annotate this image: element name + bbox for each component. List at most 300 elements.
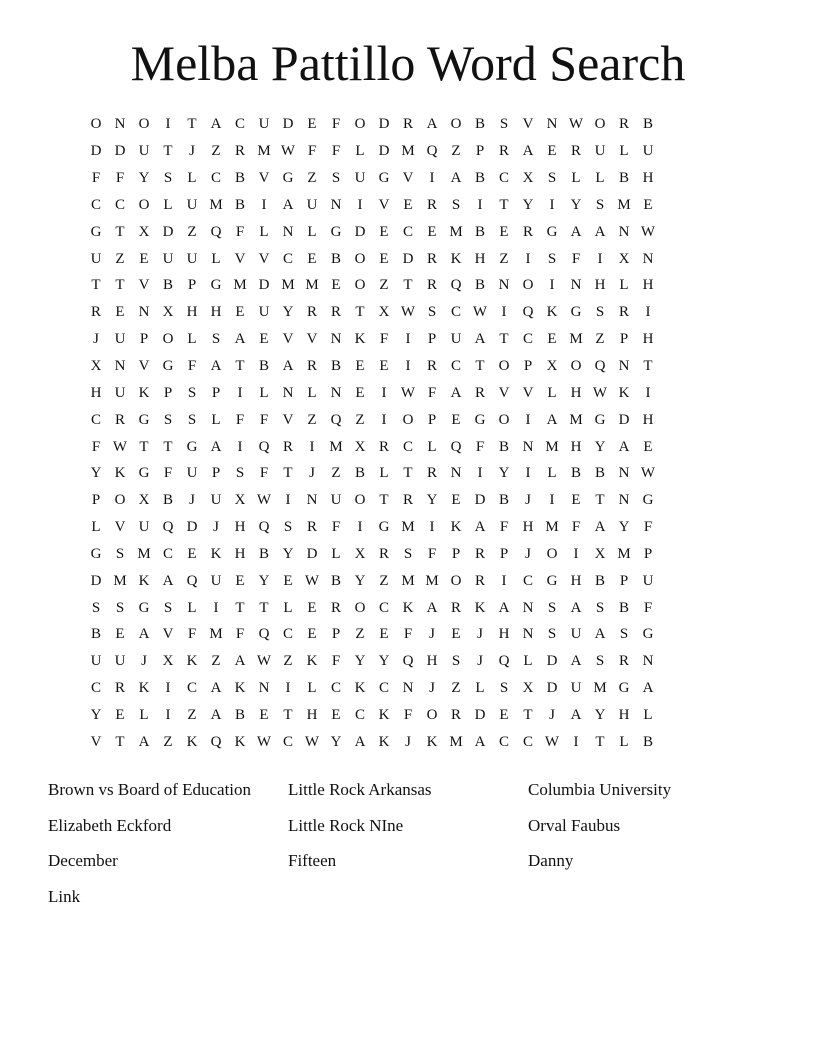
grid-letter[interactable]: R xyxy=(306,519,317,536)
grid-letter[interactable]: G xyxy=(546,223,558,240)
grid-letter[interactable]: H xyxy=(474,250,486,267)
grid-letter[interactable]: Z xyxy=(163,733,173,750)
grid-letter[interactable]: Z xyxy=(211,143,221,160)
grid-letter[interactable]: F xyxy=(427,545,437,562)
grid-letter[interactable]: P xyxy=(331,626,341,643)
grid-letter[interactable]: I xyxy=(261,196,267,213)
grid-letter[interactable]: X xyxy=(378,304,390,321)
grid-letter[interactable]: H xyxy=(234,519,246,536)
grid-letter[interactable]: N xyxy=(522,438,534,455)
grid-letter[interactable]: W xyxy=(400,384,416,401)
grid-letter[interactable]: B xyxy=(642,733,653,750)
grid-letter[interactable]: S xyxy=(451,196,461,213)
grid-letter[interactable]: A xyxy=(210,358,222,375)
grid-letter[interactable]: X xyxy=(546,358,558,375)
grid-letter[interactable]: I xyxy=(309,438,315,455)
grid-letter[interactable]: J xyxy=(309,465,315,482)
grid-letter[interactable]: T xyxy=(163,438,173,455)
grid-letter[interactable]: M xyxy=(329,438,343,455)
grid-letter[interactable]: Y xyxy=(618,519,630,536)
grid-letter[interactable]: Q xyxy=(162,519,174,536)
grid-letter[interactable]: H xyxy=(90,384,102,401)
grid-letter[interactable]: I xyxy=(645,384,651,401)
grid-letter[interactable]: C xyxy=(522,572,533,589)
grid-letter[interactable]: F xyxy=(403,626,413,643)
grid-letter[interactable]: S xyxy=(547,250,557,267)
grid-letter[interactable]: S xyxy=(163,411,173,428)
grid-letter[interactable]: E xyxy=(499,706,509,723)
grid-letter[interactable]: G xyxy=(210,277,222,294)
grid-letter[interactable]: F xyxy=(187,358,197,375)
grid-letter[interactable]: D xyxy=(378,143,390,160)
grid-letter[interactable]: N xyxy=(306,492,318,509)
grid-letter[interactable]: I xyxy=(381,384,387,401)
grid-letter[interactable]: Y xyxy=(282,545,294,562)
grid-letter[interactable]: Y xyxy=(378,653,390,670)
grid-letter[interactable]: I xyxy=(525,411,531,428)
grid-letter[interactable]: P xyxy=(523,358,533,375)
grid-letter[interactable]: A xyxy=(210,706,222,723)
grid-letter[interactable]: U xyxy=(258,304,270,321)
grid-letter[interactable]: M xyxy=(449,733,463,750)
grid-letter[interactable]: K xyxy=(546,304,558,321)
grid-letter[interactable]: G xyxy=(138,411,150,428)
grid-letter[interactable]: H xyxy=(186,304,198,321)
grid-letter[interactable]: H xyxy=(306,706,318,723)
grid-letter[interactable]: E xyxy=(307,626,317,643)
grid-letter[interactable]: C xyxy=(522,733,533,750)
grid-letter[interactable]: I xyxy=(429,519,435,536)
grid-letter[interactable]: P xyxy=(643,545,653,562)
grid-letter[interactable]: A xyxy=(234,331,246,348)
grid-letter[interactable]: T xyxy=(403,277,413,294)
grid-letter[interactable]: M xyxy=(617,545,631,562)
grid-letter[interactable]: D xyxy=(306,545,318,562)
grid-letter[interactable]: S xyxy=(595,599,605,616)
grid-letter[interactable]: U xyxy=(138,519,150,536)
grid-letter[interactable]: M xyxy=(233,277,247,294)
grid-letter[interactable]: K xyxy=(234,733,246,750)
grid-letter[interactable]: L xyxy=(283,599,293,616)
grid-letter[interactable]: Q xyxy=(426,143,438,160)
grid-letter[interactable]: L xyxy=(643,706,653,723)
grid-letter[interactable]: A xyxy=(210,680,222,697)
grid-letter[interactable]: E xyxy=(331,706,341,723)
grid-letter[interactable]: G xyxy=(378,519,390,536)
grid-letter[interactable]: A xyxy=(474,519,486,536)
grid-letter[interactable]: R xyxy=(402,116,413,133)
grid-letter[interactable]: B xyxy=(234,196,245,213)
grid-letter[interactable]: M xyxy=(617,196,631,213)
grid-letter[interactable]: A xyxy=(210,116,222,133)
grid-letter[interactable]: P xyxy=(427,331,437,348)
grid-letter[interactable]: A xyxy=(474,331,486,348)
grid-letter[interactable]: S xyxy=(163,599,173,616)
grid-letter[interactable]: I xyxy=(429,170,435,187)
grid-letter[interactable]: T xyxy=(355,304,365,321)
grid-letter[interactable]: A xyxy=(570,599,582,616)
grid-letter[interactable]: Q xyxy=(522,304,534,321)
grid-letter[interactable]: R xyxy=(618,653,629,670)
grid-letter[interactable]: Z xyxy=(115,250,125,267)
grid-letter[interactable]: A xyxy=(162,572,174,589)
grid-letter[interactable]: H xyxy=(522,519,534,536)
grid-letter[interactable]: R xyxy=(426,250,437,267)
grid-letter[interactable]: E xyxy=(355,358,365,375)
grid-letter[interactable]: X xyxy=(354,545,366,562)
grid-letter[interactable]: D xyxy=(282,116,294,133)
grid-letter[interactable]: T xyxy=(595,733,605,750)
grid-letter[interactable]: C xyxy=(402,223,413,240)
grid-letter[interactable]: M xyxy=(545,438,559,455)
grid-letter[interactable]: B xyxy=(330,250,341,267)
grid-letter[interactable]: T xyxy=(643,358,653,375)
grid-letter[interactable]: N xyxy=(618,358,630,375)
grid-letter[interactable]: F xyxy=(331,653,341,670)
grid-letter[interactable]: X xyxy=(618,250,630,267)
grid-letter[interactable]: S xyxy=(499,116,509,133)
grid-letter[interactable]: K xyxy=(450,519,462,536)
grid-letter[interactable]: U xyxy=(90,653,102,670)
grid-letter[interactable]: I xyxy=(237,438,243,455)
grid-letter[interactable]: B xyxy=(474,223,485,240)
grid-letter[interactable]: O xyxy=(570,358,582,375)
grid-letter[interactable]: S xyxy=(187,384,197,401)
grid-letter[interactable]: G xyxy=(138,599,150,616)
grid-letter[interactable]: L xyxy=(595,170,605,187)
grid-letter[interactable]: L xyxy=(139,706,149,723)
grid-letter[interactable]: D xyxy=(378,116,390,133)
grid-letter[interactable]: I xyxy=(165,680,171,697)
grid-letter[interactable]: E xyxy=(547,143,557,160)
grid-letter[interactable]: Z xyxy=(307,411,317,428)
grid-letter[interactable]: W xyxy=(592,384,608,401)
grid-letter[interactable]: D xyxy=(162,223,174,240)
grid-letter[interactable]: Z xyxy=(451,143,461,160)
grid-letter[interactable]: U xyxy=(330,492,342,509)
grid-letter[interactable]: K xyxy=(186,653,198,670)
grid-letter[interactable]: V xyxy=(114,519,126,536)
grid-letter[interactable]: R xyxy=(330,304,341,321)
grid-letter[interactable]: K xyxy=(114,465,126,482)
grid-letter[interactable]: P xyxy=(163,384,173,401)
grid-letter[interactable]: S xyxy=(115,545,125,562)
grid-letter[interactable]: I xyxy=(381,411,387,428)
grid-letter[interactable]: D xyxy=(258,277,270,294)
grid-letter[interactable]: U xyxy=(570,626,582,643)
grid-letter[interactable]: A xyxy=(234,653,246,670)
grid-letter[interactable]: D xyxy=(474,706,486,723)
grid-letter[interactable]: I xyxy=(501,304,507,321)
grid-letter[interactable]: A xyxy=(138,733,150,750)
grid-letter[interactable]: F xyxy=(91,438,101,455)
grid-letter[interactable]: S xyxy=(187,411,197,428)
grid-letter[interactable]: R xyxy=(114,680,125,697)
grid-letter[interactable]: S xyxy=(547,626,557,643)
grid-letter[interactable]: X xyxy=(90,358,102,375)
grid-letter[interactable]: M xyxy=(209,626,223,643)
grid-letter[interactable]: T xyxy=(235,599,245,616)
grid-letter[interactable]: O xyxy=(90,116,102,133)
grid-letter[interactable]: Q xyxy=(258,626,270,643)
grid-letter[interactable]: B xyxy=(474,170,485,187)
grid-letter[interactable]: P xyxy=(475,143,485,160)
grid-letter[interactable]: V xyxy=(138,277,150,294)
grid-letter[interactable]: C xyxy=(522,331,533,348)
grid-letter[interactable]: F xyxy=(235,223,245,240)
grid-letter[interactable]: B xyxy=(618,170,629,187)
grid-letter[interactable]: M xyxy=(593,680,607,697)
grid-letter[interactable]: S xyxy=(235,465,245,482)
grid-letter[interactable]: E xyxy=(307,250,317,267)
grid-letter[interactable]: U xyxy=(306,196,318,213)
grid-letter[interactable]: L xyxy=(259,223,269,240)
grid-letter[interactable]: L xyxy=(571,170,581,187)
grid-letter[interactable]: Z xyxy=(379,277,389,294)
grid-letter[interactable]: Z xyxy=(283,653,293,670)
grid-letter[interactable]: U xyxy=(90,250,102,267)
grid-letter[interactable]: P xyxy=(451,545,461,562)
grid-letter[interactable]: F xyxy=(643,599,653,616)
grid-letter[interactable]: D xyxy=(90,572,102,589)
grid-letter[interactable]: A xyxy=(450,170,462,187)
grid-letter[interactable]: Q xyxy=(186,572,198,589)
grid-letter[interactable]: F xyxy=(331,519,341,536)
grid-letter[interactable]: S xyxy=(619,626,629,643)
grid-letter[interactable]: K xyxy=(354,331,366,348)
grid-letter[interactable]: W xyxy=(256,653,272,670)
grid-letter[interactable]: Y xyxy=(522,196,534,213)
grid-letter[interactable]: U xyxy=(354,170,366,187)
grid-letter[interactable]: I xyxy=(357,519,363,536)
grid-letter[interactable]: Y xyxy=(354,572,366,589)
grid-letter[interactable]: R xyxy=(282,438,293,455)
grid-letter[interactable]: Z xyxy=(355,411,365,428)
grid-letter[interactable]: Z xyxy=(379,572,389,589)
grid-letter[interactable]: R xyxy=(426,465,437,482)
grid-letter[interactable]: R xyxy=(426,196,437,213)
grid-letter[interactable]: N xyxy=(450,465,462,482)
grid-letter[interactable]: H xyxy=(570,384,582,401)
grid-letter[interactable]: Q xyxy=(210,223,222,240)
grid-letter[interactable]: H xyxy=(642,331,654,348)
grid-letter[interactable]: A xyxy=(594,223,606,240)
grid-letter[interactable]: U xyxy=(450,331,462,348)
grid-letter[interactable]: N xyxy=(330,331,342,348)
grid-letter[interactable]: E xyxy=(307,116,317,133)
grid-letter[interactable]: V xyxy=(522,116,534,133)
grid-letter[interactable]: T xyxy=(595,492,605,509)
grid-letter[interactable]: C xyxy=(330,680,341,697)
grid-letter[interactable]: E xyxy=(427,223,437,240)
grid-letter[interactable]: J xyxy=(189,143,195,160)
grid-letter[interactable]: I xyxy=(549,196,555,213)
grid-letter[interactable]: B xyxy=(258,545,269,562)
grid-letter[interactable]: L xyxy=(307,680,317,697)
grid-letter[interactable]: Y xyxy=(426,492,438,509)
grid-letter[interactable]: M xyxy=(545,519,559,536)
grid-letter[interactable]: F xyxy=(187,626,197,643)
grid-letter[interactable]: I xyxy=(525,250,531,267)
grid-letter[interactable]: K xyxy=(186,733,198,750)
grid-letter[interactable]: B xyxy=(354,465,365,482)
grid-letter[interactable]: A xyxy=(474,733,486,750)
grid-letter[interactable]: L xyxy=(187,170,197,187)
grid-letter[interactable]: H xyxy=(498,626,510,643)
grid-letter[interactable]: Z xyxy=(499,250,509,267)
grid-letter[interactable]: P xyxy=(427,411,437,428)
grid-letter[interactable]: E xyxy=(115,626,125,643)
grid-letter[interactable]: E xyxy=(355,384,365,401)
grid-letter[interactable]: S xyxy=(115,599,125,616)
grid-letter[interactable]: O xyxy=(450,572,462,589)
grid-letter[interactable]: Z xyxy=(355,626,365,643)
grid-letter[interactable]: U xyxy=(210,572,222,589)
grid-letter[interactable]: W xyxy=(112,438,128,455)
grid-letter[interactable]: R xyxy=(570,143,581,160)
grid-letter[interactable]: I xyxy=(573,733,579,750)
grid-letter[interactable]: O xyxy=(426,706,438,723)
grid-letter[interactable]: I xyxy=(501,572,507,589)
grid-letter[interactable]: F xyxy=(403,706,413,723)
grid-letter[interactable]: E xyxy=(643,438,653,455)
grid-letter[interactable]: Y xyxy=(594,438,606,455)
grid-letter[interactable]: Z xyxy=(211,653,221,670)
grid-letter[interactable]: L xyxy=(619,143,629,160)
grid-letter[interactable]: N xyxy=(282,384,294,401)
grid-letter[interactable]: Y xyxy=(90,465,102,482)
grid-letter[interactable]: L xyxy=(619,733,629,750)
grid-letter[interactable]: O xyxy=(594,116,606,133)
grid-letter[interactable]: C xyxy=(450,358,461,375)
grid-letter[interactable]: R xyxy=(114,411,125,428)
grid-letter[interactable]: B xyxy=(474,116,485,133)
grid-letter[interactable]: X xyxy=(138,223,150,240)
grid-letter[interactable]: G xyxy=(546,572,558,589)
grid-letter[interactable]: R xyxy=(234,143,245,160)
grid-letter[interactable]: L xyxy=(355,143,365,160)
grid-letter[interactable]: R xyxy=(306,358,317,375)
grid-letter[interactable]: B xyxy=(498,438,509,455)
grid-letter[interactable]: W xyxy=(256,733,272,750)
grid-letter[interactable]: B xyxy=(642,116,653,133)
grid-letter[interactable]: Q xyxy=(450,277,462,294)
grid-letter[interactable]: O xyxy=(402,411,414,428)
grid-letter[interactable]: N xyxy=(642,250,654,267)
grid-letter[interactable]: X xyxy=(354,438,366,455)
grid-letter[interactable]: X xyxy=(138,492,150,509)
grid-letter[interactable]: T xyxy=(379,492,389,509)
grid-letter[interactable]: D xyxy=(186,519,198,536)
grid-letter[interactable]: A xyxy=(642,680,654,697)
grid-letter[interactable]: C xyxy=(450,304,461,321)
grid-letter[interactable]: D xyxy=(474,492,486,509)
grid-letter[interactable]: E xyxy=(235,304,245,321)
grid-letter[interactable]: O xyxy=(354,492,366,509)
grid-letter[interactable]: O xyxy=(498,411,510,428)
grid-letter[interactable]: V xyxy=(258,170,270,187)
grid-letter[interactable]: W xyxy=(400,304,416,321)
grid-letter[interactable]: N xyxy=(522,626,534,643)
grid-letter[interactable]: U xyxy=(594,143,606,160)
grid-letter[interactable]: S xyxy=(91,599,101,616)
grid-letter[interactable]: E xyxy=(451,411,461,428)
grid-letter[interactable]: O xyxy=(162,331,174,348)
grid-letter[interactable]: G xyxy=(186,438,198,455)
grid-letter[interactable]: K xyxy=(618,384,630,401)
grid-letter[interactable]: Q xyxy=(450,438,462,455)
grid-letter[interactable]: W xyxy=(640,223,656,240)
grid-letter[interactable]: G xyxy=(642,626,654,643)
grid-letter[interactable]: F xyxy=(235,626,245,643)
grid-letter[interactable]: E xyxy=(643,196,653,213)
grid-letter[interactable]: V xyxy=(378,196,390,213)
grid-letter[interactable]: P xyxy=(211,465,221,482)
grid-letter[interactable]: V xyxy=(282,331,294,348)
grid-letter[interactable]: L xyxy=(427,438,437,455)
grid-letter[interactable]: H xyxy=(234,545,246,562)
grid-letter[interactable]: G xyxy=(330,223,342,240)
grid-letter[interactable]: B xyxy=(594,465,605,482)
grid-letter[interactable]: I xyxy=(549,277,555,294)
grid-letter[interactable]: M xyxy=(449,223,463,240)
grid-letter[interactable]: S xyxy=(451,653,461,670)
grid-letter[interactable]: A xyxy=(618,438,630,455)
grid-letter[interactable]: E xyxy=(379,223,389,240)
grid-letter[interactable]: F xyxy=(427,384,437,401)
grid-letter[interactable]: T xyxy=(523,706,533,723)
grid-letter[interactable]: X xyxy=(234,492,246,509)
grid-letter[interactable]: Q xyxy=(330,411,342,428)
grid-letter[interactable]: L xyxy=(379,465,389,482)
grid-letter[interactable]: C xyxy=(498,170,509,187)
grid-letter[interactable]: R xyxy=(306,304,317,321)
grid-letter[interactable]: A xyxy=(570,223,582,240)
grid-letter[interactable]: T xyxy=(475,358,485,375)
grid-letter[interactable]: T xyxy=(139,438,149,455)
grid-letter[interactable]: E xyxy=(307,599,317,616)
grid-letter[interactable]: E xyxy=(499,223,509,240)
grid-letter[interactable]: F xyxy=(91,170,101,187)
grid-letter[interactable]: X xyxy=(594,545,606,562)
grid-letter[interactable]: W xyxy=(304,733,320,750)
grid-letter[interactable]: T xyxy=(187,116,197,133)
grid-letter[interactable]: A xyxy=(426,116,438,133)
grid-letter[interactable]: N xyxy=(402,680,414,697)
grid-letter[interactable]: U xyxy=(642,572,654,589)
grid-letter[interactable]: Z xyxy=(187,223,197,240)
grid-letter[interactable]: U xyxy=(570,680,582,697)
grid-letter[interactable]: P xyxy=(211,384,221,401)
grid-letter[interactable]: H xyxy=(642,277,654,294)
grid-letter[interactable]: R xyxy=(330,599,341,616)
grid-letter[interactable]: Y xyxy=(90,706,102,723)
grid-letter[interactable]: G xyxy=(162,358,174,375)
grid-letter[interactable]: I xyxy=(405,358,411,375)
grid-letter[interactable]: F xyxy=(475,438,485,455)
grid-letter[interactable]: N xyxy=(138,304,150,321)
grid-letter[interactable]: V xyxy=(282,411,294,428)
grid-letter[interactable]: C xyxy=(90,196,101,213)
grid-letter[interactable]: A xyxy=(594,626,606,643)
grid-letter[interactable]: S xyxy=(283,519,293,536)
grid-letter[interactable]: L xyxy=(259,384,269,401)
grid-letter[interactable]: R xyxy=(90,304,101,321)
grid-letter[interactable]: V xyxy=(522,384,534,401)
grid-letter[interactable]: O xyxy=(138,196,150,213)
grid-letter[interactable]: L xyxy=(307,223,317,240)
grid-letter[interactable]: Q xyxy=(258,519,270,536)
